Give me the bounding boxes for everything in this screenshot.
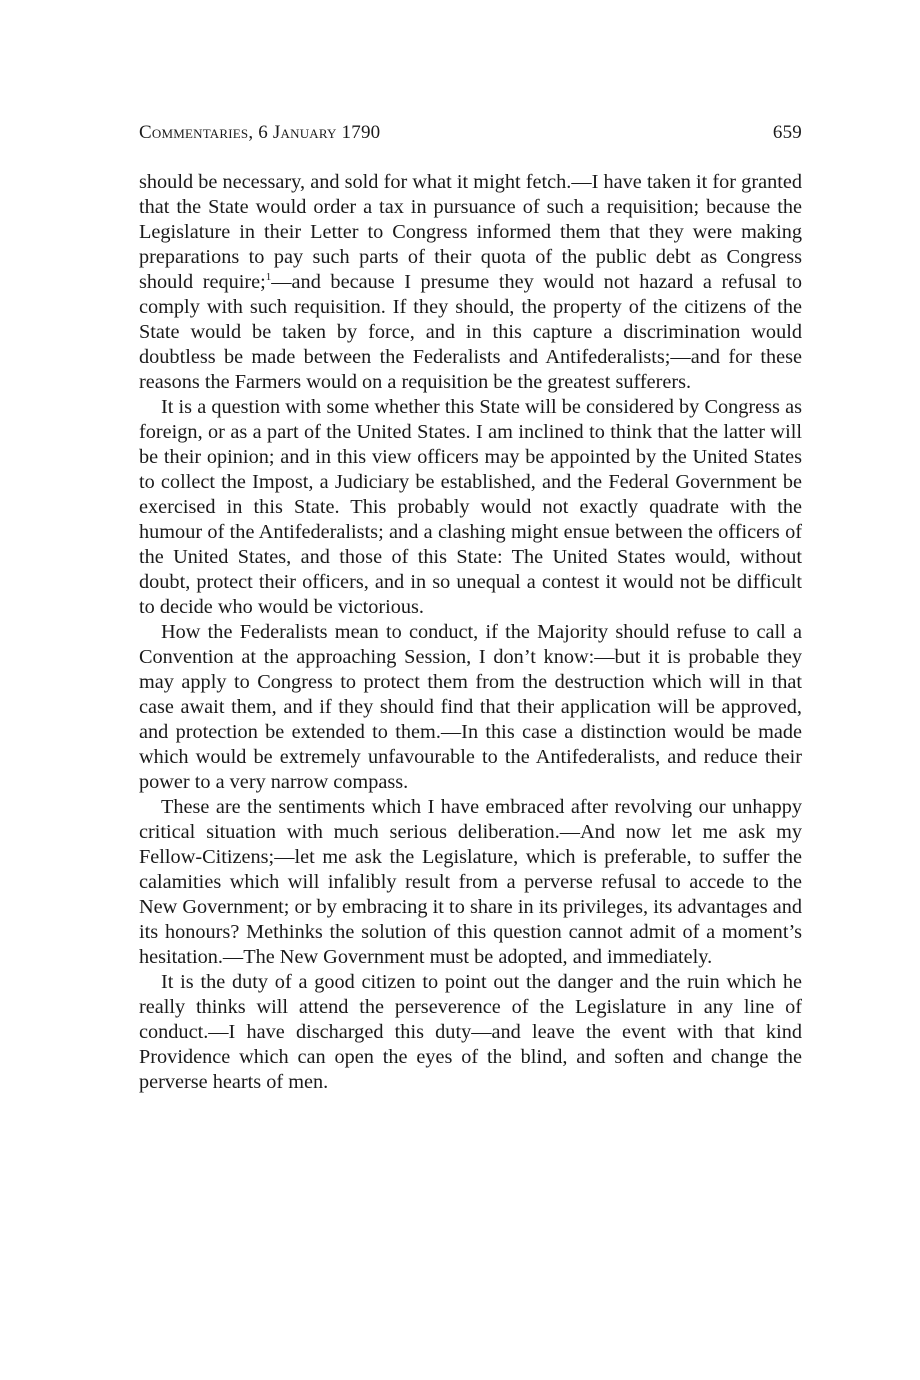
page-number: 659 <box>772 122 802 143</box>
paragraph-1-text-before-note: should be necessary, and sold for what it might fetch.—I have taken it for granted that the State would order a tax in pursuance of such a requisition; because the Legislature in their Letter to Congress informed them that they were making preparations to pay such parts of their quota of the public debt as Congress should require; <box>139 171 802 293</box>
paragraph-5: It is the duty of a good citizen to point out the danger and the ruin which he really thinks will attend the perseverence of the Legislature in any line of conduct.—I have discharged this duty—and leave the event with that kind Providence which can open the eyes of the blind, and soften and change the perverse hearts of men. <box>139 971 802 1093</box>
paragraph-3: How the Federalists mean to conduct, if the Majority should refuse to call a Convention at the approaching Session, I don’t know:—but it is probable they may apply to Congress to protect them from the destruction which will in that case await them, and if they should find that their application will be approved, and protection be extended to them.—In this case a distinction would be made which would be extremely unfavourable to the Antifederalists, and reduce their power to a very narrow compass. <box>139 621 802 793</box>
paragraph-2: It is a question with some whether this State will be considered by Congress as foreign, or as a part of the United States. I am inclined to think that the latter will be their opinion; and in this view officers may be appointed by the United States to collect the Impost, a Judiciary be established, and the Federal Government be exercised in this State. This probably would not exactly quadrate with the humour of the Antifederalists; and a clashing might ensue between the officers of the United States, and those of this State: The United States would, without doubt, protect their officers, and in so unequal a contest it would not be difficult to decide who would be victorious. <box>139 396 802 618</box>
footnote-reference: 1 <box>265 271 272 284</box>
running-head <box>139 118 802 148</box>
running-head-title: Commentaries, 6 January 1790 <box>139 122 381 143</box>
paragraph-1 <box>139 170 802 395</box>
paragraph-4: These are the sentiments which I have embraced after revolving our unhappy critical situation with much serious deliberation.—And now let me ask my Fellow-Citizens;—let me ask the Legislature, which is preferable, to suffer the calamities which will infalibly result from a perverse refusal to accede to the New Government; or by embracing it to share in its privileges, its advantages and its honours? Methinks the solution of this question cannot admit of a moment’s hesitation.—The New Government must be adopted, and immediately. <box>139 796 802 968</box>
body-text <box>139 170 802 1095</box>
document-page <box>139 118 802 1095</box>
paragraph-1-text-after-note: —and because I presume they would not hazard a refusal to comply with such requisition. If they should, the property of the citizens of the State would be taken by force, and in this capture a discrimination would doubtless be made between the Federalists and Antifederalists;—and for these reasons the Farmers would on a requisition be the greatest sufferers. <box>139 271 802 393</box>
